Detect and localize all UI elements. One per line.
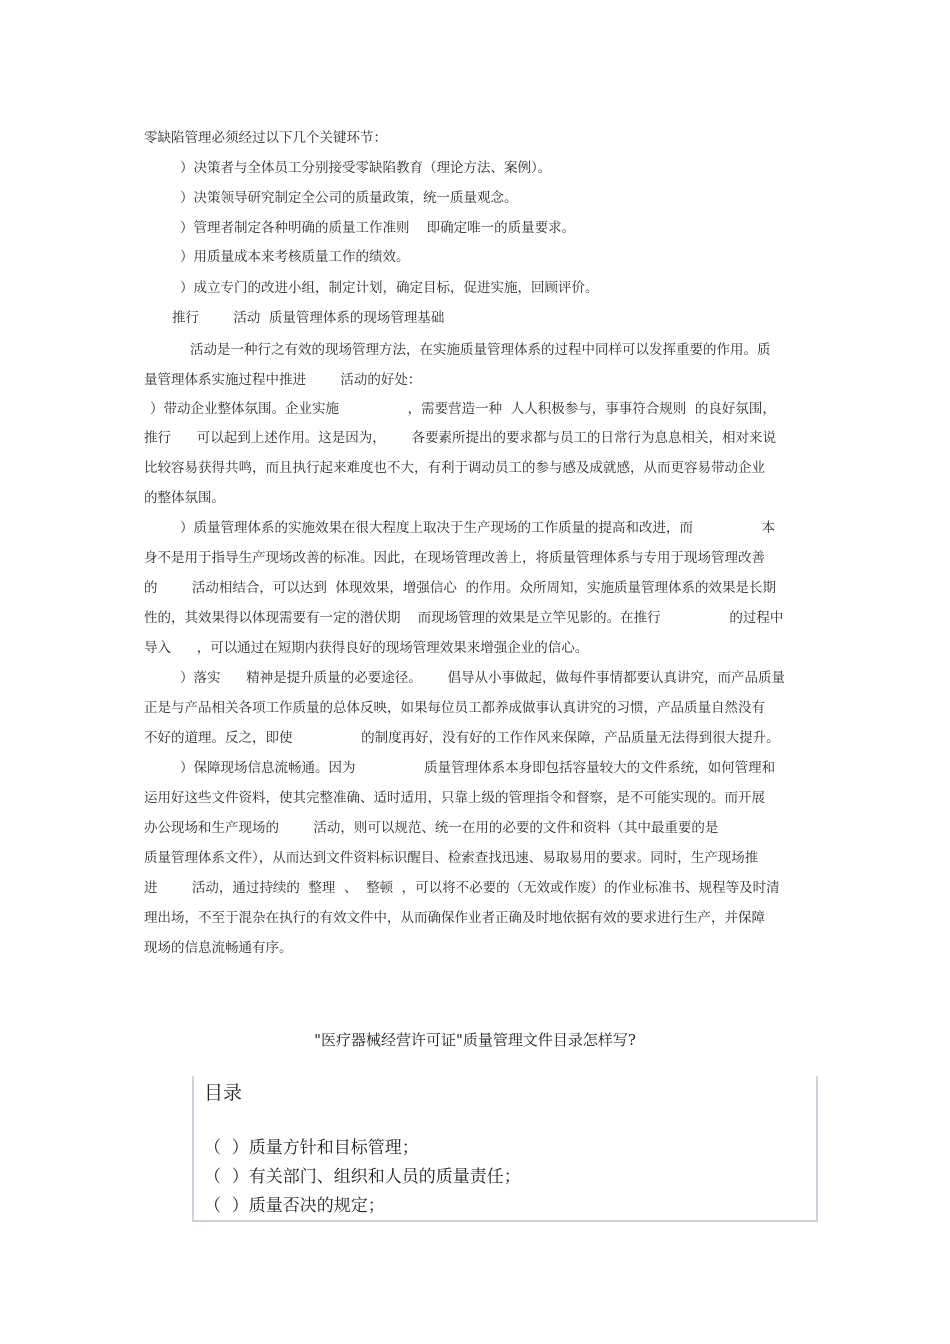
paragraph-line: ）质量管理体系的实施效果在很大程度上取决于生产现场的工作质量的提高和改进，而 本 (180, 520, 776, 536)
paragraph-line: 的整体氛围。 (144, 490, 225, 506)
list-item: ）用质量成本来考核质量工作的绩效。 (180, 249, 410, 265)
paragraph-line: 活动是一种行之有效的现场管理方法，在实施质量管理体系的过程中同样可以发挥重要的作用。质 (190, 342, 771, 358)
toc-box (192, 1076, 818, 1222)
list-item: ）决策领导研究制定全公司的质量政策，统一质量观念。 (180, 190, 518, 206)
paragraph-line: ）保障现场信息流畅通。因为 质量管理体系本身即包括容量较大的文件系统，如何管理和 (180, 760, 776, 776)
paragraph-line: 身不是用于指导生产现场改善的标准。因此，在现场管理改善上，将质量管理体系与专用于现场管理改善 (144, 550, 765, 566)
paragraph-line: 正是与产品相关各项工作质量的总体反映，如果每位员工都养成做事认真讲究的习惯，产品质量自然没有 (144, 700, 765, 716)
list-item: ）决策者与全体员工分别接受零缺陷教育（理论方法、案例）。 (180, 160, 552, 176)
toc-item: （ ）有关部门、组织和人员的质量责任； (204, 1167, 521, 1187)
section-title: "医疗器械经营许可证"质量管理文件目录怎样写? (314, 1031, 636, 1049)
toc-item: （ ）质量否决的规定； (204, 1196, 385, 1216)
intro-line: 零缺陷管理必须经过以下几个关键环节： (144, 130, 387, 146)
paragraph-line: 运用好这些文件资料，使其完整准确、适时适用，只靠上级的管理指令和督察，是不可能实现的。而开展 (144, 790, 765, 806)
list-item: ）管理者制定各种明确的质量工作准则 即确定唯一的质量要求。 (180, 220, 576, 236)
paragraph-line: 理出场，不至于混杂在执行的有效文件中，从而确保作业者正确及时地依据有效的要求进行生产，并保障 (144, 910, 765, 926)
paragraph-line: 比较容易获得共鸣，而且执行起来难度也不大，有利于调动员工的参与感及成就感，从而更容易带动企业 (144, 460, 765, 476)
paragraph-line: 性的，其效果得以体现需要有一定的潜伏期 而现场管理的效果是立竿见影的。在推行 的过程中 (144, 610, 784, 626)
paragraph-line: 质量管理体系文件），从而达到文件资料标识醒目、检索查找迅速、易取易用的要求。同时，生产现场推 (144, 850, 759, 866)
toc-heading: 目录 (204, 1082, 243, 1104)
paragraph-line: 进 活动，通过持续的 整理 、 整顿 ，可以将不必要的（无效或作废）的作业标准书、规程等及时清 (144, 880, 780, 896)
paragraph-line: ）带动企业整体氛围。企业实施 ，需要营造一种 人人积极参与，事事符合规则 的良好氛围， (150, 401, 776, 417)
toc-item: （ ）质量方针和目标管理； (204, 1138, 419, 1158)
paragraph-line: ）落实 精神是提升质量的必要途径。 倡导从小事做起，做每件事情都要认真讲究，而产品质量 (180, 670, 785, 686)
list-item: ）成立专门的改进小组，制定计划，确定目标，促进实施，回顾评价。 (180, 280, 599, 296)
paragraph-line: 导入 ，可以通过在短期内获得良好的现场管理效果来增强企业的信心。 (144, 640, 589, 656)
paragraph-line: 办公现场和生产现场的 活动，则可以规范、统一在用的必要的文件和资料（其中最重要的是 (144, 820, 719, 836)
paragraph-line: 推行 可以起到上述作用。这是因为， 各要素所提出的要求都与员工的日常行为息息相关，相对来说 (144, 430, 776, 446)
paragraph-line: 不好的道理。反之，即使 的制度再好，没有好的工作作风来保障，产品质量无法得到很大提升。 (144, 730, 780, 746)
section-heading: 推行 活动 质量管理体系的现场管理基础 (172, 310, 445, 326)
paragraph-line: 量管理体系实施过程中推进 活动的好处： (144, 372, 422, 388)
paragraph-line: 现场的信息流畅通有序。 (144, 940, 293, 956)
paragraph-line: 的 活动相结合，可以达到 体现效果，增强信心 的作用。众所周知，实施质量管理体系的效果是长期 (144, 580, 776, 596)
